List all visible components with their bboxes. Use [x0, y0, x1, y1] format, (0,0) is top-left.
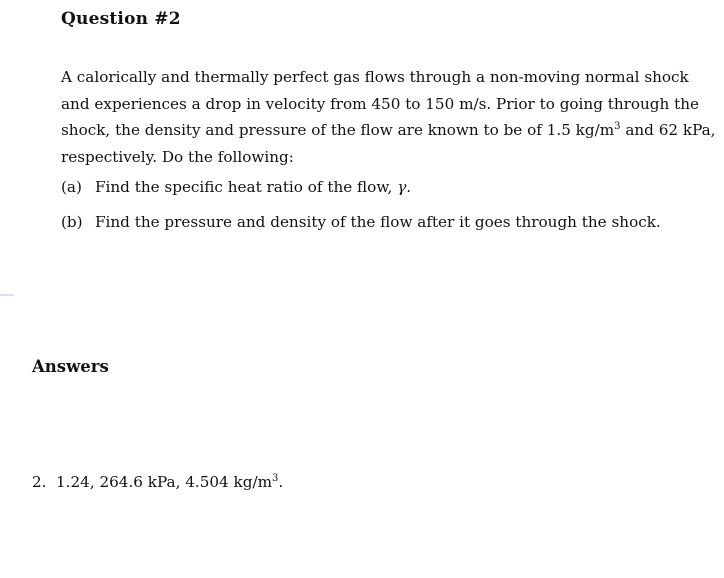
part-a-label: (a)	[61, 178, 82, 196]
part-b	[61, 211, 661, 233]
answers-title: Answers	[32, 357, 109, 376]
answer-superscript: 3	[271, 472, 279, 484]
question-title: Question #2	[61, 9, 181, 29]
answer-period: .	[278, 473, 284, 491]
problem-text-part1: A calorically and thermally perfect gas flows through a non-moving normal shock and experiences a drop in velocity from 450 to 150 m/s. Prior to going through the shock, the density and pressure of the flow are known to be of 1.5 kg/m	[61, 68, 700, 139]
answer-item	[32, 471, 283, 493]
part-b-text: Find the pressure and density of the flow after it goes through the shock.	[95, 213, 661, 231]
problem-text-part2: and 62 kPa, respectively. Do the following:	[61, 121, 716, 166]
part-a-period: .	[406, 178, 412, 196]
gamma-symbol: γ	[397, 178, 407, 196]
answer-text: 1.24, 264.6 kPa, 4.504 kg/m	[56, 473, 272, 491]
part-a-text: Find the specific heat ratio of the flow,	[95, 178, 398, 196]
answer-number: 2.	[32, 473, 47, 491]
problem-statement	[61, 64, 721, 170]
margin-mark	[0, 294, 14, 296]
part-a	[61, 176, 411, 198]
part-b-label: (b)	[61, 213, 83, 231]
problem-text-superscript: 3	[614, 120, 621, 132]
